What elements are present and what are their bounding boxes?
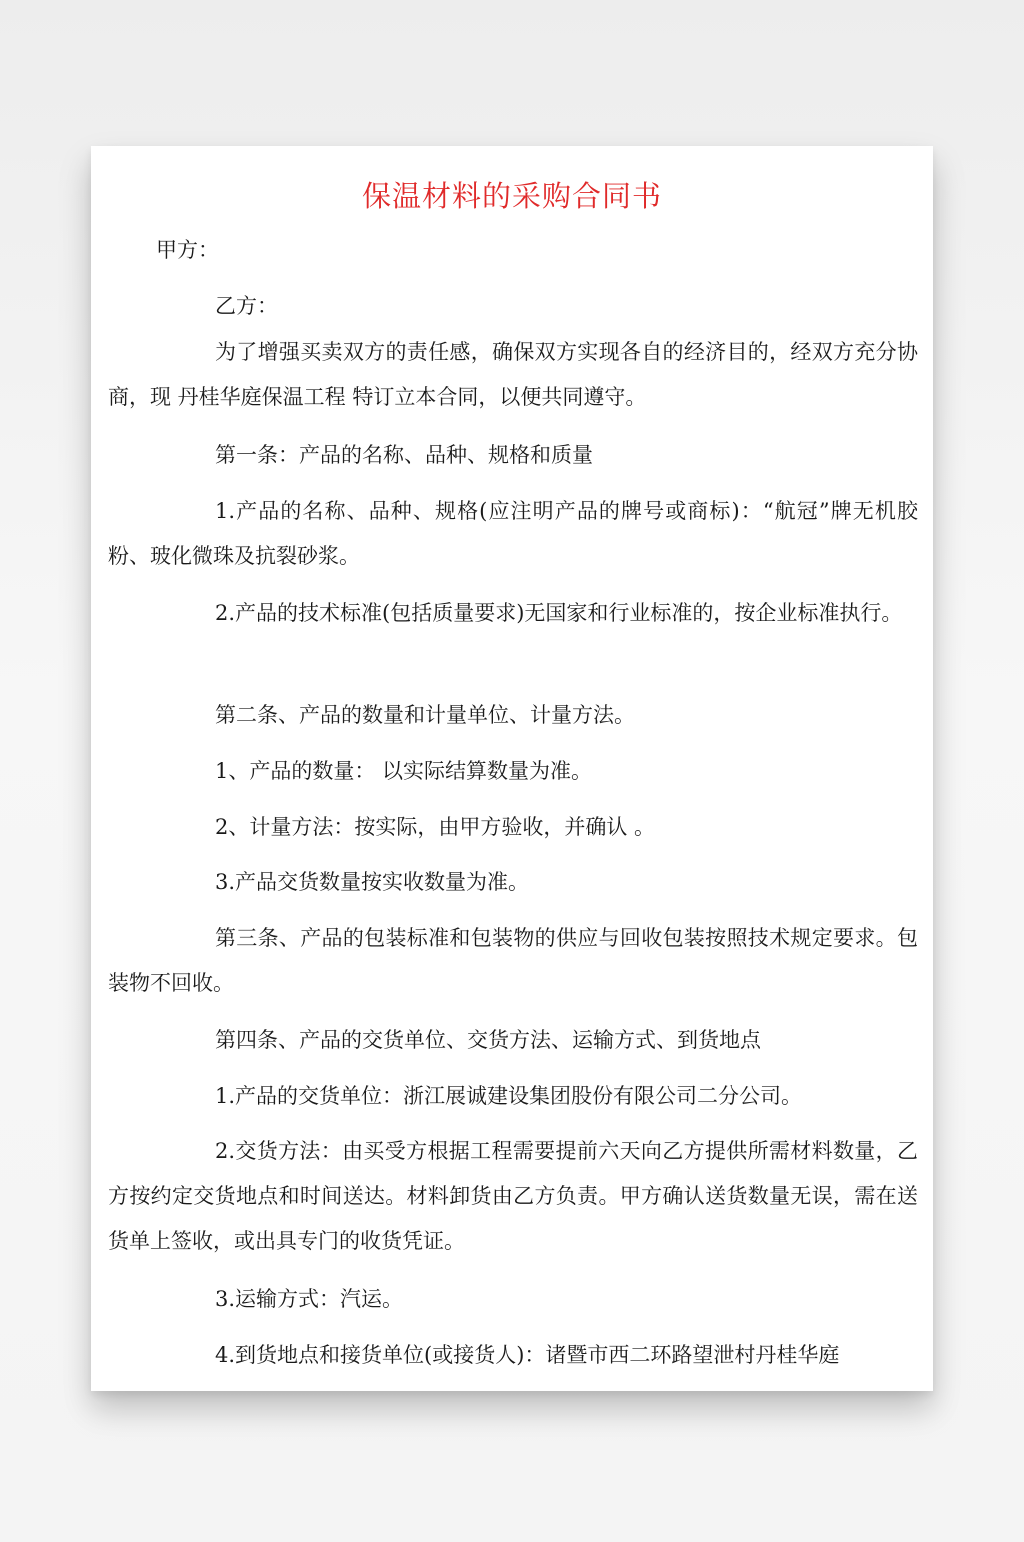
article-4-item-4: 4.到货地点和接货单位(或接货人)：诸暨市西二环路望泄村丹桂华庭 (215, 1343, 840, 1367)
document-page (91, 146, 933, 1391)
party-b-label: 乙方： (215, 294, 278, 318)
article-2-item-2: 2、计量方法：按实际，由甲方验收，并确认 。 (215, 815, 656, 839)
article-4-item-3: 3.运输方式：汽运。 (215, 1287, 404, 1311)
article-4-item-1: 1.产品的交货单位：浙江展诚建设集团股份有限公司二分公司。 (215, 1084, 803, 1108)
article-1-item-1: 1.产品的名称、品种、规格(应注明产品的牌号或商标)：“航冠”牌无机胶粉、玻化微珠及抗裂砂浆。 (108, 499, 918, 568)
article-2-item-3: 3.产品交货数量按实收数量为准。 (215, 870, 530, 894)
article-3-paragraph: 第三条、产品的包装标准和包装物的供应与回收包装按照技术规定要求。包装物不回收。 (108, 926, 918, 995)
document-title: 保温材料的采购合同书 (361, 179, 662, 213)
article-2-item-1: 1、产品的数量： 以实际结算数量为准。 (215, 759, 593, 783)
article-2-heading: 第二条、产品的数量和计量单位、计量方法。 (215, 703, 635, 727)
preamble-paragraph: 为了增强买卖双方的责任感，确保双方实现各自的经济目的，经双方充分协商，现 丹桂华庭保温工程 特订立本合同，以便共同遵守。 (108, 340, 918, 409)
article-1-item-2: 2.产品的技术标准(包括质量要求)无国家和行业标准的，按企业标准执行。 (215, 601, 903, 625)
party-a-label: 甲方： (156, 238, 219, 262)
article-1-heading: 第一条：产品的名称、品种、规格和质量 (215, 443, 593, 467)
article-4-item-2: 2.交货方法：由买受方根据工程需要提前六天向乙方提供所需材料数量，乙方按约定交货地点和时间送达。材料卸货由乙方负责。甲方确认送货数量无误，需在送货单上签收，或出具专门的收货凭证。 (108, 1139, 918, 1253)
article-4-heading: 第四条、产品的交货单位、交货方法、运输方式、到货地点 (215, 1028, 761, 1052)
